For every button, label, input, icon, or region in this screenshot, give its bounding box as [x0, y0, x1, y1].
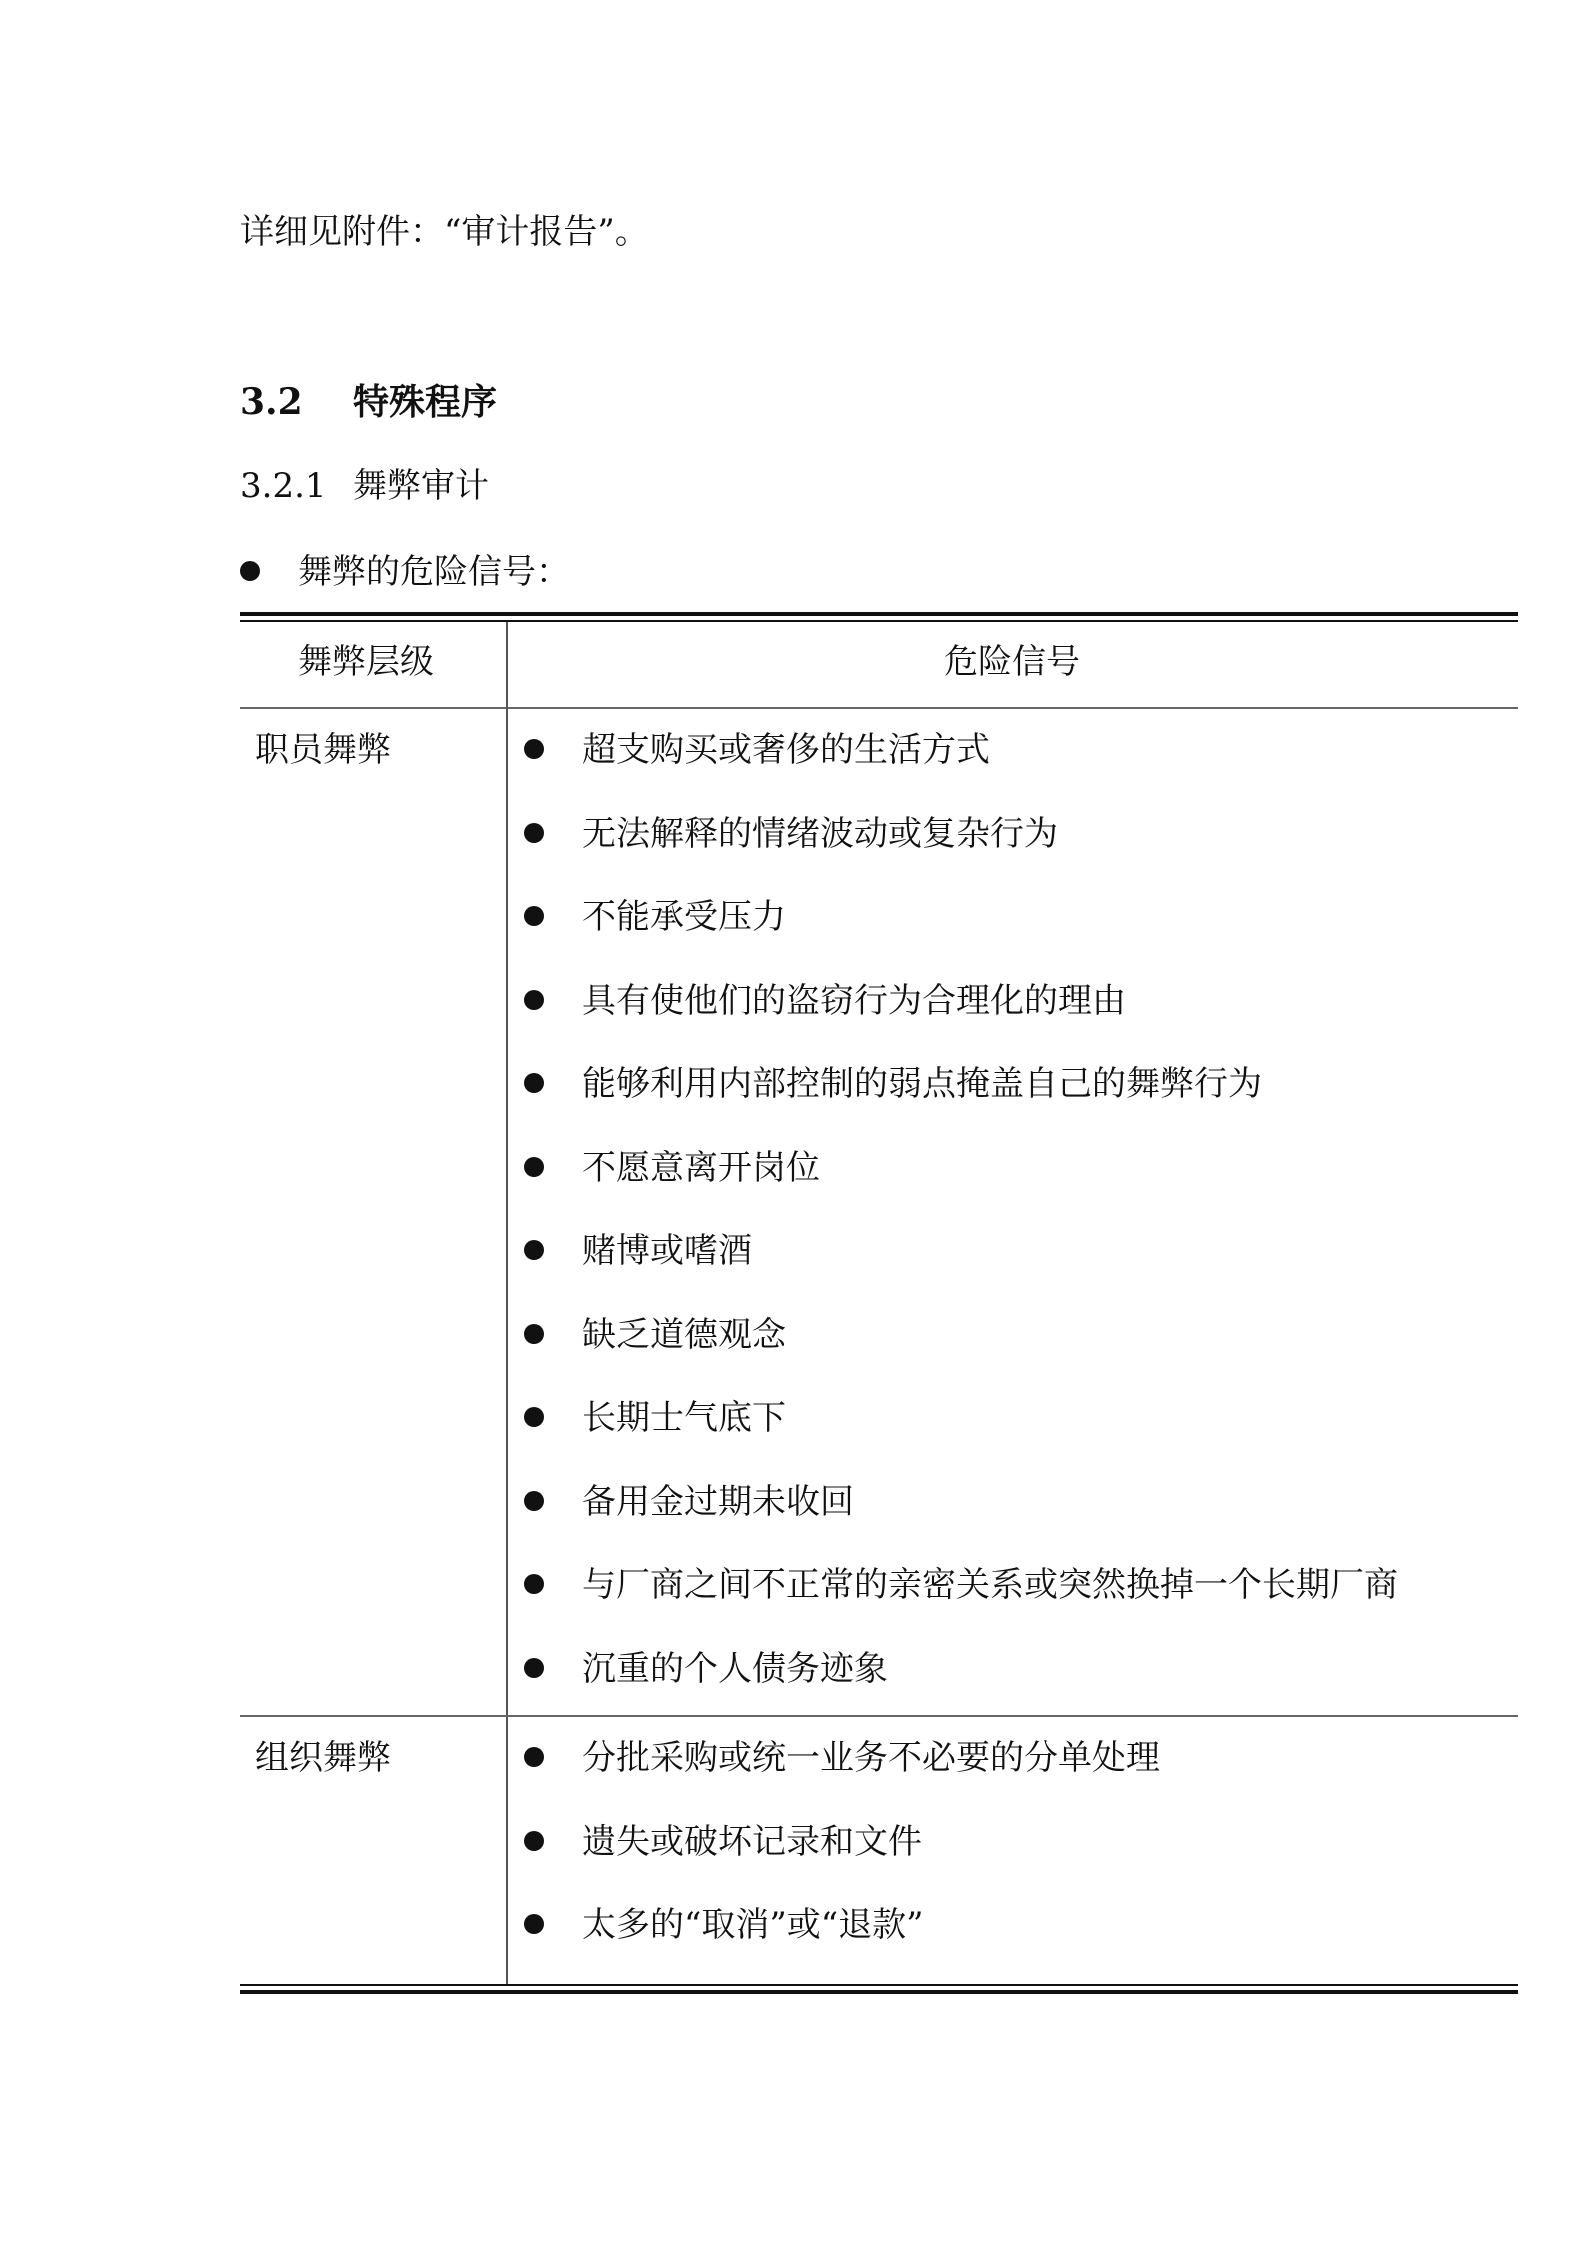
bullet-dot-icon	[524, 1574, 544, 1594]
list-item: 缺乏道德观念	[520, 1315, 1398, 1399]
bullet-dot-icon	[524, 823, 544, 843]
list-item: 太多的“取消”或“退款”	[520, 1905, 1160, 1989]
fraud-signals-table	[240, 612, 1518, 1996]
list-item: 备用金过期未收回	[520, 1482, 1398, 1566]
section-heading	[240, 382, 497, 422]
bullet-dot-icon	[524, 1914, 544, 1934]
bullet-dot-icon	[524, 906, 544, 926]
list-item: 不愿意离开岗位	[520, 1148, 1398, 1232]
bullet-dot-icon	[524, 1747, 544, 1767]
bullet-dot-icon	[524, 1491, 544, 1511]
header-signals: 危险信号	[944, 642, 1080, 682]
row-divider-rule	[240, 1715, 1518, 1717]
list-item: 具有使他们的盗窃行为合理化的理由	[520, 981, 1398, 1065]
bullet-dot-icon	[524, 1157, 544, 1177]
bullet-dot-icon	[524, 990, 544, 1010]
bullet-dot-icon	[524, 739, 544, 759]
bullet-dot-icon	[524, 1658, 544, 1678]
list-item: 无法解释的情绪波动或复杂行为	[520, 814, 1398, 898]
section-title: 特殊程序	[353, 381, 498, 423]
list-item: 能够利用内部控制的弱点掩盖自己的舞弊行为	[520, 1064, 1398, 1148]
header-level: 舞弊层级	[298, 642, 434, 682]
list-item: 不能承受压力	[520, 897, 1398, 981]
table-top-rule-thick	[240, 612, 1518, 616]
bullet-heading	[240, 552, 570, 592]
list-item: 遗失或破坏记录和文件	[520, 1822, 1160, 1906]
table-top-rule-thin	[240, 620, 1518, 622]
row-level-organization: 组织舞弊	[255, 1738, 391, 1778]
signal-list-organization	[520, 1738, 1160, 1989]
intro-text: 详细见附件：“审计报告”。	[240, 212, 649, 252]
section-number: 3.2	[240, 381, 303, 423]
list-item: 沉重的个人债务迹象	[520, 1649, 1398, 1733]
bullet-dot-icon	[524, 1073, 544, 1093]
table-bottom-rule-thick	[240, 1990, 1518, 1994]
bullet-heading-text: 舞弊的危险信号：	[298, 552, 570, 592]
bullet-dot-icon	[524, 1324, 544, 1344]
list-item: 赌博或嗜酒	[520, 1231, 1398, 1315]
bullet-dot-icon	[240, 561, 260, 581]
subsection-heading	[240, 466, 489, 506]
column-divider	[506, 622, 508, 1986]
table-bottom-rule-thin	[240, 1984, 1518, 1986]
signal-list-employee	[520, 730, 1398, 1732]
subsection-title: 舞弊审计	[353, 466, 489, 506]
list-item: 分批采购或统一业务不必要的分单处理	[520, 1738, 1160, 1822]
bullet-dot-icon	[524, 1240, 544, 1260]
bullet-dot-icon	[524, 1831, 544, 1851]
bullet-dot-icon	[524, 1407, 544, 1427]
subsection-number: 3.2.1	[240, 466, 327, 506]
row-level-employee: 职员舞弊	[255, 730, 391, 770]
list-item: 超支购买或奢侈的生活方式	[520, 730, 1398, 814]
list-item: 长期士气底下	[520, 1398, 1398, 1482]
header-bottom-rule	[240, 707, 1518, 709]
list-item: 与厂商之间不正常的亲密关系或突然换掉一个长期厂商	[520, 1565, 1398, 1649]
